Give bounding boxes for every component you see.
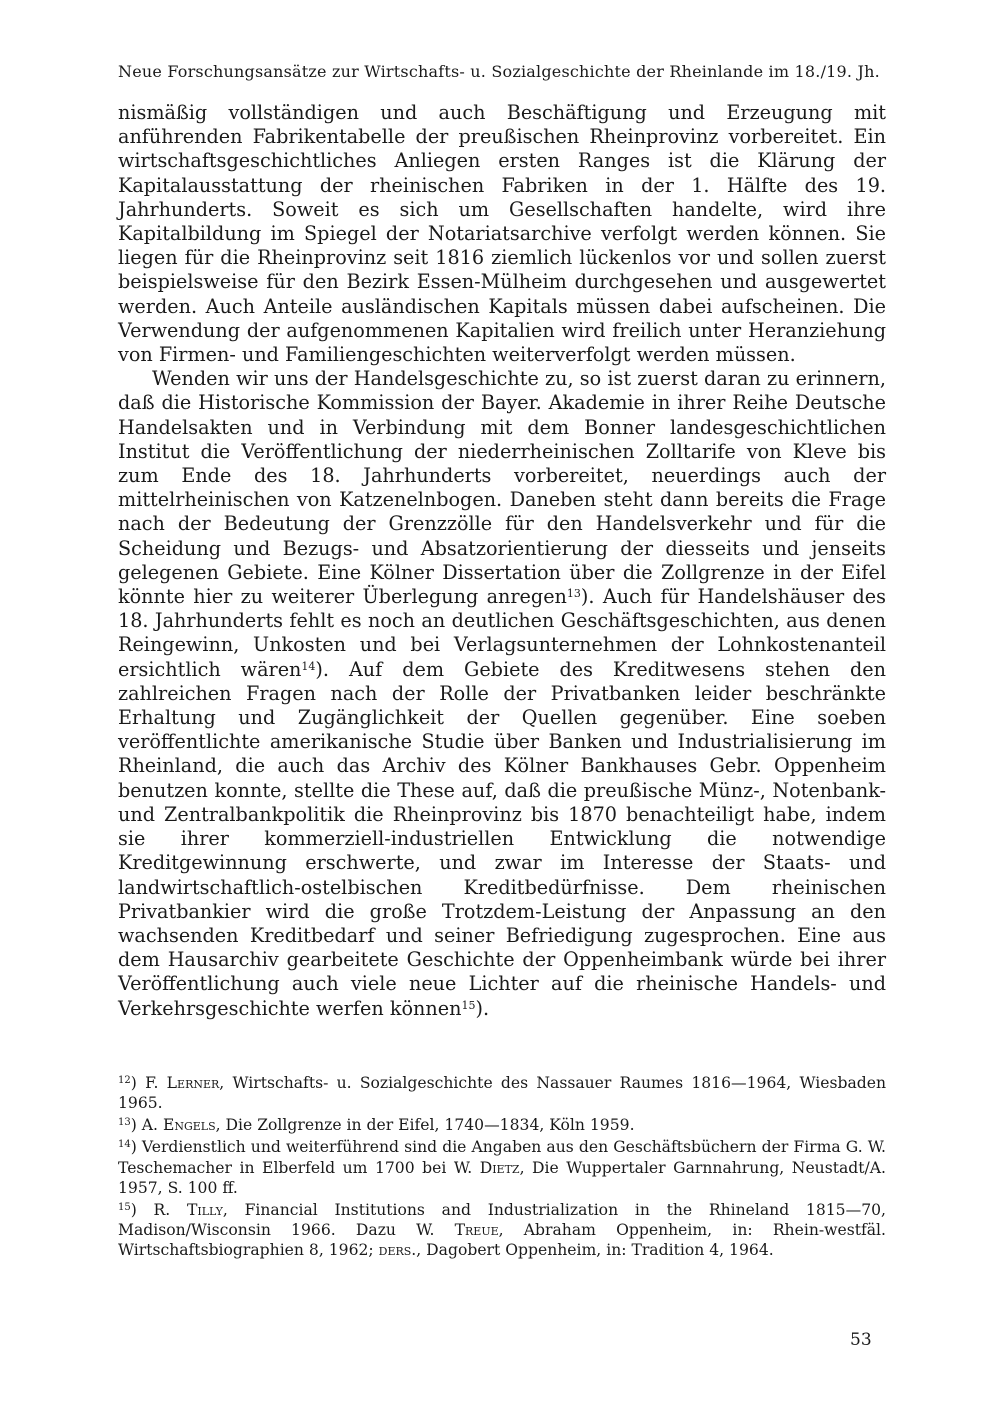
footnote-15-mark: 15 (118, 1201, 131, 1213)
running-head (118, 62, 886, 81)
page (118, 62, 886, 1263)
page-number: 53 (850, 1330, 872, 1350)
footnote-14-text-b: , Die Wuppertaler Garnnahrung, Neustadt/A. 1957, S. 100 ff. (118, 1158, 886, 1197)
paragraph-1: nismäßig vollständigen und auch Beschäftigung und Erzeugung mit anführenden Fabrikentabelle der preußischen Rheinprovinz vorbereitet. Ein wirtschaftsgeschichtliches Anliegen ersten Ranges ist die Klärung der Kapitalausstattung der rheinischen Fabriken in der 1. Hälfte des 19. Jahrhunderts. Soweit es sich um Gesellschaften handelte, wird ihre Kapitalbildung im Spiegel der Notariatsarchive verfolgt werden können. Sie liegen für die Rheinprovinz seit 1816 ziemlich lückenlos vor und sollen zuerst beispielsweise für den Bezirk Essen-Mülheim durchgesehen und ausgewertet werden. Auch Anteile ausländischen Kapitals müssen dabei aufscheinen. Die Verwendung der aufgenommenen Kapitalien wird freilich unter Heranziehung von Firmen- und Familiengeschichten weiterverfolgt werden müssen. (118, 101, 886, 367)
paragraph-2-part-b: ). Auch für Handelshäuser des 18. Jahrhunderts fehlt es noch an deutlichen Geschäftsgeschichten, aus denen Reingewinn, Unkosten und bei Verlagsunternehmen der Lohnkostenanteil ersichtlich wären (118, 585, 886, 681)
footnote-15-author-a: R. Tilly (153, 1200, 223, 1219)
footnote-13: $^{13}$) A. Engels, Die Zollgrenze in der Eifel, 1740—1834, Köln 1959. (118, 1116, 635, 1135)
footnote-14-text-a: Verdienstlich und weiterführend sind die Angaben aus den Geschäftsbüchern der Firma G. W. Teschemacher in Elberfeld um 1700 bei W. (118, 1138, 887, 1177)
footnote-15-text-c: , Dagobert Oppenheim, in: Tradition 4, 1964. (416, 1241, 774, 1260)
footnote-12: $^{12}$) F. Lerner, Wirtschafts- u. Sozialgeschichte des Nassauer Raumes 1816—1964, Wiesbaden 1965. (118, 1073, 886, 1112)
paragraph-2-part-c: ). Auf dem Gebiete des Kreditwesens stehen den zahlreichen Fragen nach der Rolle der Privatbanken leider beschränkte Erhaltung und Zugänglichkeit der Quellen gegenüber. Eine soeben veröffentlichte amerikanische Studie über Banken und Industrialisierung im Rheinland, die auch das Archiv des Kölner Bankhauses Gebr. Oppenheim benutzen konnte, stellte die These auf, daß die preußische Münz-, Notenbank- und Zentralbankpolitik die Rheinprovinz bis 1870 benachteiligt habe, indem sie ihrer kommerziell-industriellen Entwicklung die notwendige Kreditgewinnung erschwerte, und zwar im Interesse der Staats- und landwirtschaftlich-ostelbischen Kreditbedürfnisse. Dem rheinischen Privatbankier wird die große Trotzdem-Leistung der Anpassung an den wachsenden Kreditbedarf und seiner Befriedigung zugesprochen. Eine aus dem Hausarchiv gearbeitete Geschichte der Oppenheimbank würde bei ihrer Veröffentlichung auch viele neue Lichter auf die rheinische Handels- und Verkehrsgeschichte werfen können (118, 657, 886, 1020)
paragraph-2-part-a: Wenden wir uns der Handelsgeschichte zu, so ist zuerst daran zu erinnern, daß die Historische Kommission der Bayer. Akademie in ihrer Reihe Deutsche Handelsakten und in Verbindung mit dem Bonner landesgeschichtlichen Institut die Veröffentlichung der niederrheinischen Zolltarife von Kleve bis zum Ende des 18. Jahrhunderts vorbereitet, neuerdings auch der mittelrheinischen von Katzenelnbogen. Daneben steht dann bereits die Frage nach der Bedeutung der Grenzzölle für den Handelsverkehr und für die Scheidung und Bezugs- und Absatzorientierung der diesseits und jenseits gelegenen Gebiete. Eine Kölner Dissertation über die Zollgrenze in der Eifel könnte hier zu weiterer Überlegung anregen (118, 367, 886, 609)
footnotes (118, 1073, 886, 1261)
footnote-15-text-a: , Financial Institutions and Industrialization in the Rhineland 1815—70, Madison/Wisconsin 1966. Dazu W. (118, 1200, 886, 1240)
running-head-title: Neue Forschungsansätze zur Wirtschafts- u. Sozialgeschichte der Rheinlande im 18./19. Jh. (118, 62, 880, 81)
body-text (118, 101, 886, 1021)
footnote-13-text: , Die Zollgrenze in der Eifel, 1740—1834, Köln 1959. (215, 1116, 635, 1135)
paragraph-2-part-d: ). (475, 996, 490, 1020)
footnote-15-author-b: Treue (454, 1221, 499, 1240)
footnote-ref-14: 14 (301, 659, 316, 673)
footnote-15-text-b: , Abraham Oppenheim, in: Rhein-westfäl. Wirtschaftsbiographien 8, 1962; (118, 1221, 886, 1260)
footnote-15-author-c: ders. (378, 1241, 417, 1260)
footnote-13-author: A. Engels (141, 1116, 216, 1135)
footnote-15: $^{15}$) R. Tilly, Financial Institutions and Industrialization in the Rhineland 1815—70, Madison/Wisconsin 1966. Dazu W. Treue, Abraham Oppenheim, in: Rhein-westfäl. Wirtschaftsbiographien 8, 1962; ders., Dagobert Oppenheim, in: Tradition 4, 1964. (118, 1200, 886, 1260)
footnote-14-mark: 14 (118, 1139, 131, 1151)
footnote-12-text: , Wirtschafts- u. Sozialgeschichte des Nassauer Raumes 1816—1964, Wiesbaden 1965. (118, 1073, 886, 1112)
footnote-14-author: Dietz (479, 1158, 520, 1177)
footnote-14: $^{14}$) Verdienstlich und weiterführend sind die Angaben aus den Geschäftsbüchern der Firma G. W. Teschemacher in Elberfeld um 1700 bei W. Dietz, Die Wuppertaler Garnnahrung, Neustadt/A. 1957, S. 100 ff. (118, 1138, 887, 1197)
footnote-ref-15: 15 (461, 998, 476, 1012)
footnote-12-author: F. Lerner (145, 1073, 220, 1092)
paragraph-2 (118, 367, 886, 1020)
footnote-13-mark: 13 (118, 1117, 131, 1129)
footnote-12-mark: 12 (118, 1074, 131, 1086)
footnote-ref-13: 13 (566, 587, 581, 601)
